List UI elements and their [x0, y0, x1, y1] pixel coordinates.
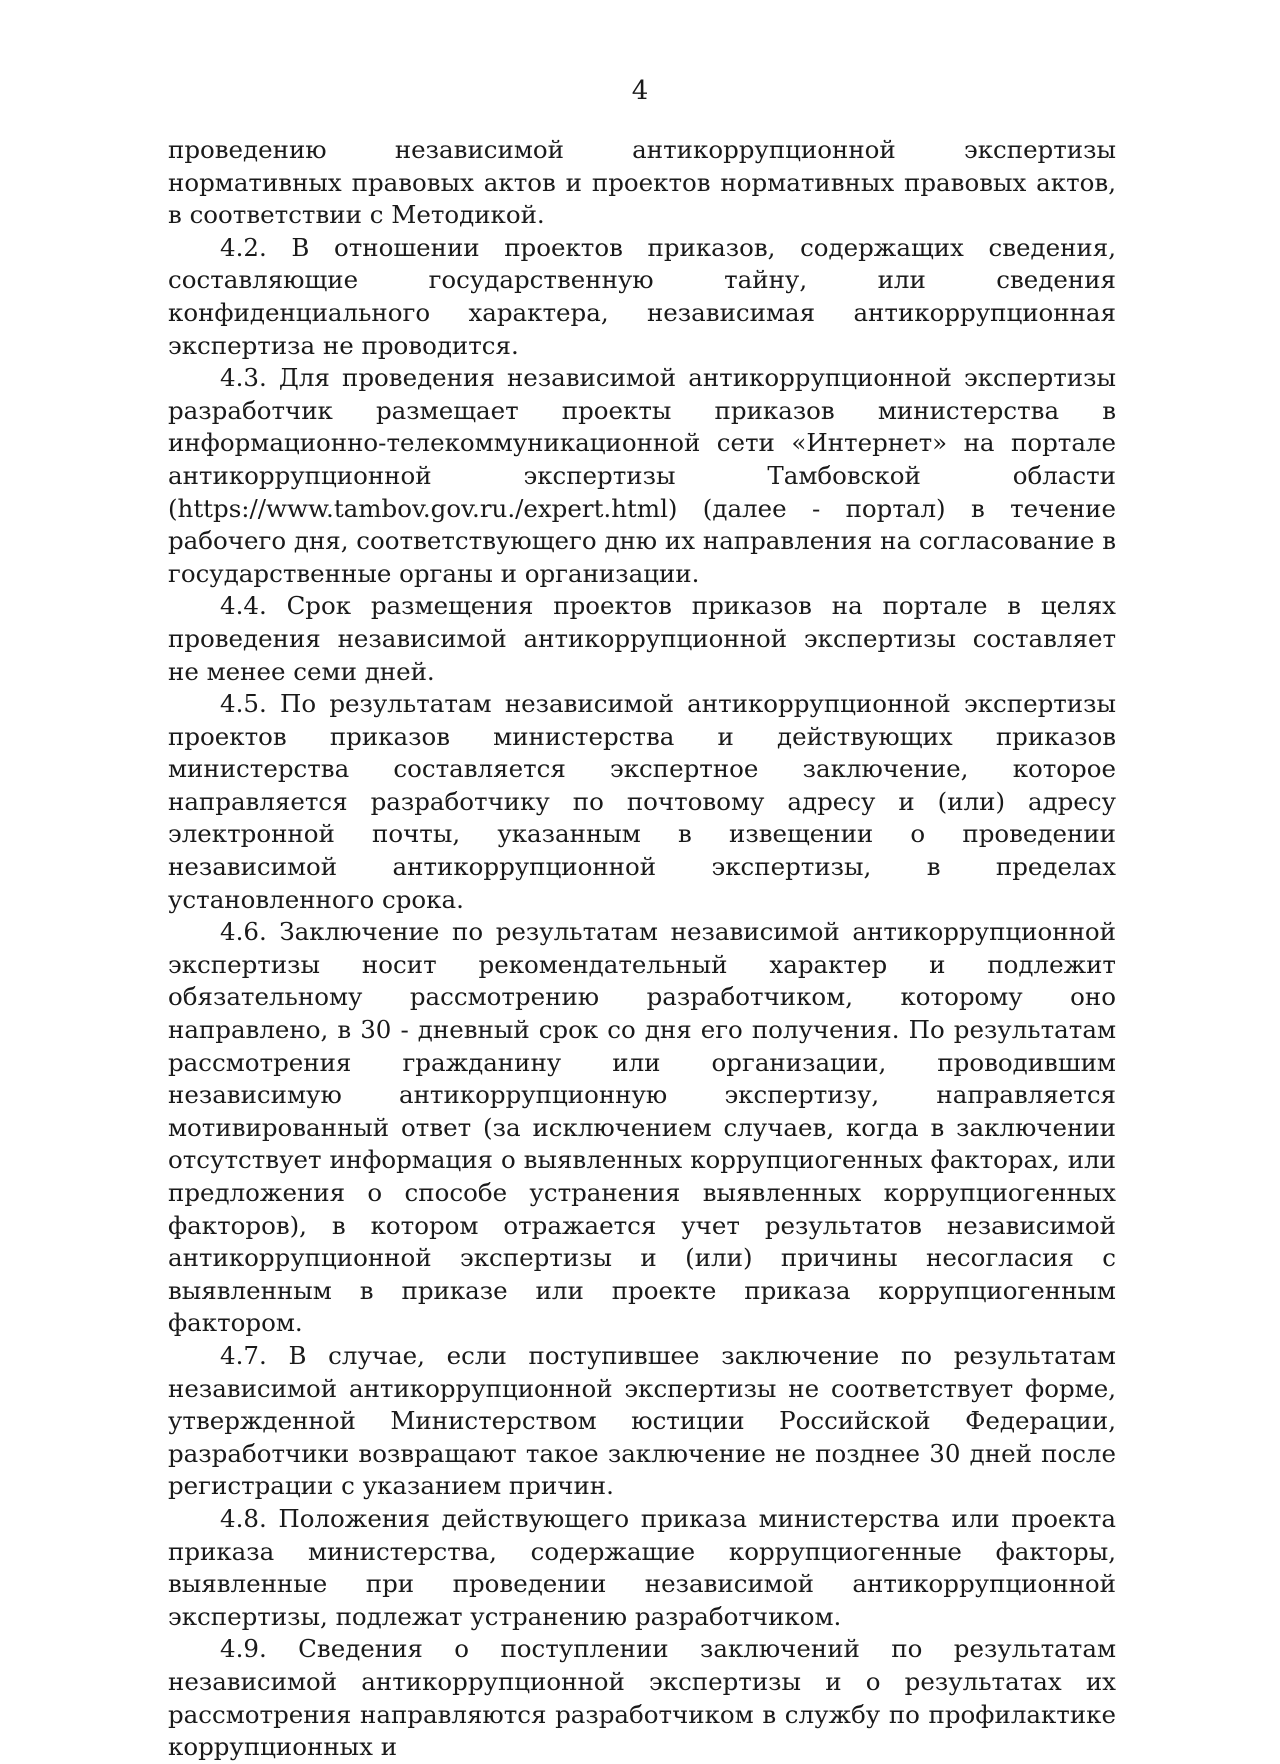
paragraph-4-6: 4.6. Заключение по результатам независимой антикоррупционной экспертизы носит рекомендательный характер и подлежит обязательному рассмотрению разработчиком, которому оно направлено, в 30 - дневный срок со дня его получения. По результатам рассмотрения гражданину или организации, проводившим независимую антикоррупционную экспертизу, направляется мотивированный ответ (за исключением случаев, когда в заключении отсутствует информация о выявленных коррупциогенных факторах, или предложения о способе устранения выявленных коррупциогенных факторов), в котором отражается учет результатов независимой антикоррупционной экспертизы и (или) причины несогласия с выявленным в приказе или проекте приказа коррупциогенным фактором. [168, 917, 1116, 1338]
paragraph-4-3: 4.3. Для проведения независимой антикоррупционной экспертизы разработчик размещает проекты приказов министерства в информационно-телекоммуникационной сети «Интернет» на портале антикоррупционной экспертизы Тамбовской области (https://www.tambov.gov.ru./expert.html) (далее - портал) в течение рабочего дня, соответствующего дню их направления на согласование в государственные органы и организации. [168, 363, 1116, 588]
paragraph-4-8: 4.8. Положения действующего приказа министерства или проекта приказа министерства, содержащие коррупциогенные факторы, выявленные при проведении независимой антикоррупционной экспертизы, подлежат устранению разработчиком. [168, 1503, 1116, 1631]
paragraph-4-9: 4.9. Сведения о поступлении заключений по результатам независимой антикоррупционной экспертизы и о результатах их рассмотрения направляются разработчиком в службу по профилактике коррупционных и [168, 1634, 1116, 1762]
paragraph-4-2: 4.2. В отношении проектов приказов, содержащих сведения, составляющие государственную тайну, или сведения конфиденциального характера, независимая антикоррупционная экспертиза не проводится. [168, 232, 1116, 360]
paragraph-4-5: 4.5. По результатам независимой антикоррупционной экспертизы проектов приказов министерства и действующих приказов министерства составляется экспертное заключение, которое направляется разработчику по почтовому адресу и (или) адресу электронной почты, указанным в извещении о проведении независимой антикоррупционной экспертизы, в пределах установленного срока. [168, 689, 1116, 914]
page-number: 4 [631, 76, 649, 106]
document-body [168, 134, 1116, 1764]
paragraph-4-1-continuation: проведению независимой антикоррупционной экспертизы нормативных правовых актов и проектов нормативных правовых актов, в соответствии с Методикой. [168, 135, 1116, 230]
paragraph-4-4: 4.4. Срок размещения проектов приказов на портале в целях проведения независимой антикоррупционной экспертизы составляет не менее семи дней. [168, 591, 1116, 686]
paragraph-4-7: 4.7. В случае, если поступившее заключение по результатам независимой антикоррупционной экспертизы не соответствует форме, утвержденной Министерством юстиции Российской Федерации, разработчики возвращают такое заключение не позднее 30 дней после регистрации с указанием причин. [168, 1340, 1116, 1501]
